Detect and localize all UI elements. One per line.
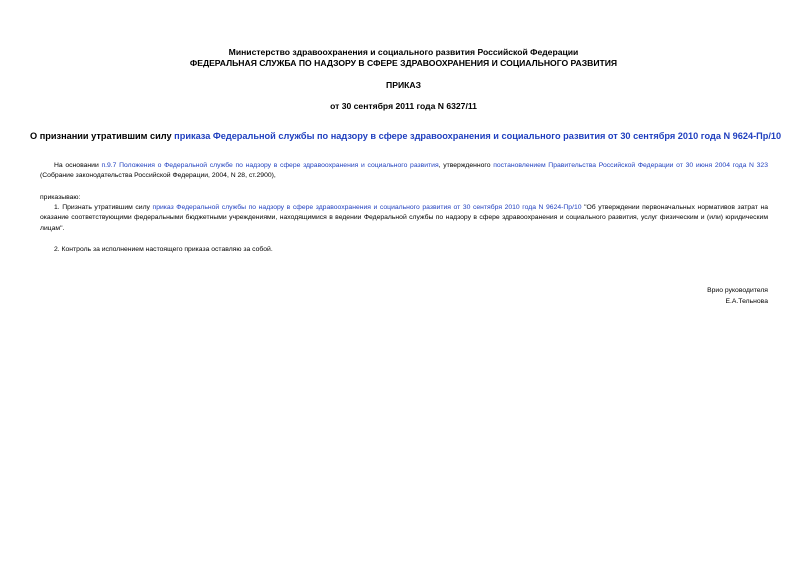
order-word: приказываю: bbox=[40, 194, 81, 201]
preamble-text-4: (Собрание законодательства Российской Федерации, 2004, N 28, ст.2900), bbox=[40, 172, 276, 180]
title-link[interactable]: приказа Федеральной службы по надзору в сфере здравоохранения и социального развития от 30 сентября 2010 года N 9624-Пр/10 bbox=[174, 131, 782, 141]
ministry-name: Министерство здравоохранения и социального развития Российской Федерации bbox=[228, 47, 579, 57]
item1-text-2: "Об утверждении первоначальных нормативов затрат на оказание соответствующими федеральными бюджетными учреждениями, находящимися в ведении Федеральной службы по надзору в сфере здравоохранения и социального развития, услуг физическим и (или) юридическим лицам". bbox=[40, 204, 768, 232]
preamble-paragraph bbox=[40, 161, 768, 182]
revoked-order-link[interactable]: приказ Федеральной службы по надзору в сфере здравоохранения и социального развития от 30 сентября 2010 года N 9624-Пр/10 bbox=[152, 204, 582, 211]
regulation-link[interactable]: Положения о Федеральной службе по надзору в сфере здравоохранения и социального развития bbox=[119, 162, 439, 169]
preamble-text-3: , утвержденного bbox=[438, 162, 494, 169]
preamble-text-1: На основании bbox=[54, 162, 102, 169]
order-item-1 bbox=[40, 203, 768, 234]
order-item-2: 2. Контроль за исполнением настоящего приказа оставляю за собой. bbox=[54, 246, 273, 253]
government-decree-link[interactable]: постановлением Правительства Российской Федерации от 30 июня 2004 года N 323 bbox=[493, 162, 768, 169]
document-date-number: от 30 сентября 2011 года N 6327/11 bbox=[330, 101, 477, 111]
document-type: ПРИКАЗ bbox=[386, 80, 421, 90]
document-title bbox=[30, 130, 782, 142]
service-name: ФЕДЕРАЛЬНАЯ СЛУЖБА ПО НАДЗОРУ В СФЕРЕ ЗДРАВООХРАНЕНИЯ И СОЦИАЛЬНОГО РАЗВИТИЯ bbox=[189, 58, 618, 68]
item1-text-1: 1. Признать утратившим силу bbox=[54, 204, 153, 211]
clause-link[interactable]: п.9.7 bbox=[101, 162, 117, 169]
signature-position: Врио руководителя bbox=[707, 287, 768, 294]
title-prefix: О признании утратившим силу bbox=[30, 131, 175, 141]
signature-name: Е.А.Тельнова bbox=[725, 298, 768, 305]
